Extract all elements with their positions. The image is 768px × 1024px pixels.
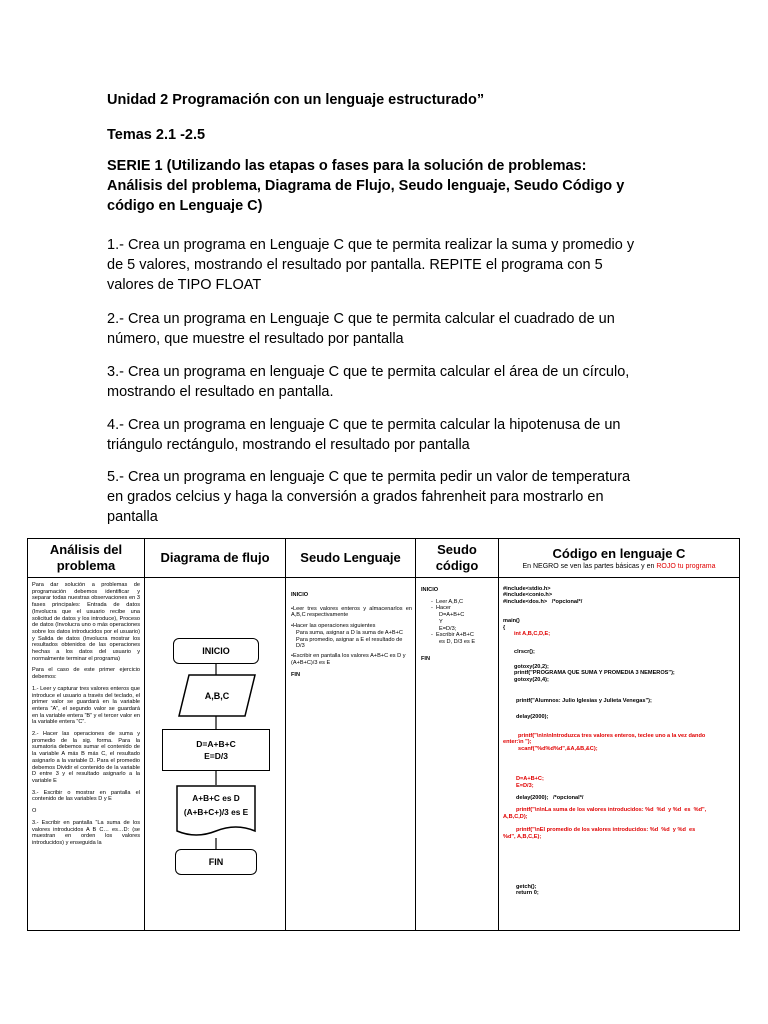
pseudocode-text: Leer A,B,C [435, 598, 464, 605]
pseudocode-line: E=D/3; [439, 625, 457, 632]
pseudo-end: FIN [291, 672, 301, 679]
code-line: getch(); [516, 883, 537, 890]
pseudo-substep: Para promedio, asignar a E el resultado de D/3 [296, 636, 403, 650]
code-line: { [503, 624, 506, 631]
header-pseudo-language: Seudo Lenguaje [286, 539, 416, 578]
subtitle-black: En NEGRO se ven las partes básicas y en [522, 562, 657, 570]
header-pseudo-code: Seudo código [416, 539, 499, 578]
pseudocode-line: - Leer A,B,C [431, 598, 464, 605]
code-line: gotoxy(20,2); [514, 663, 549, 670]
exercise-line: 4.- Crea un programa en lenguaje C que te permita calcular la hipotenusa de un [107, 417, 621, 433]
exercise-2 [107, 309, 667, 349]
exercise-line: 5.- Crea un programa en lenguaje C que te permita pedir un valor de temperatura [107, 469, 631, 485]
code-line: A,B,C,D); [503, 813, 528, 820]
exercise-line: triángulo rectángulo, mostrando el resultado por pantalla [107, 437, 470, 453]
pseudo-step: •Hacer las operaciones siguientes [291, 623, 376, 630]
analysis-paragraph: Para el caso de este primer ejercicio debemos: [32, 667, 140, 681]
code-line: main() [503, 618, 520, 625]
exercise-line: de 5 valores, mostrando el resultado por pantalla. REPITE el programa con 5 [107, 257, 603, 273]
code-line: scanf("%d%d%d",&A,&B,&C); [518, 745, 598, 752]
analysis-paragraph: O [32, 808, 37, 815]
analysis-paragraph: 3.- Escribir en pantalla “La suma de los valores introducidos A B C… es…D: (se muestran en orden los valores introducidos) y enseguida la [32, 819, 140, 846]
pseudocode-text: Escribir A+B+C [435, 632, 474, 639]
exercise-4 [107, 415, 667, 455]
pseudo-code-cell [416, 578, 499, 931]
pseudo-step-text: Hacer las operaciones siguientes [292, 623, 376, 630]
analysis-cell [28, 578, 145, 931]
exercise-line: 2.- Crea un programa en Lenguaje C que te permita calcular el cuadrado de un [107, 311, 615, 327]
header-c-code-subtitle [499, 562, 739, 571]
pseudo-start: INICIO [291, 592, 309, 598]
code-line: #include<stdio.h> [503, 586, 551, 592]
pseudocode-start: INICIO [421, 587, 439, 593]
flowchart-cell [145, 578, 286, 931]
process-line: D=A+B+C [196, 739, 236, 749]
serie-line: SERIE 1 (Utilizando las etapas o fases para la solución de problemas: [107, 158, 587, 174]
pseudocode-line: Y [439, 618, 443, 625]
code-line: #include<dos.h> /*opcional*/ [503, 598, 583, 605]
pseudo-substep: Para suma, asignar a D la suma de A+B+C [296, 629, 403, 636]
exercise-line: pantalla [107, 509, 158, 525]
pseudocode-line: - Escribir A+B+C [431, 632, 474, 639]
exercise-line: 3.- Crea un programa en lenguaje C que te permita calcular el área de un círculo, [107, 364, 630, 380]
code-line: return 0; [516, 890, 539, 897]
code-line: printf("Alumnos: Julio Iglesias y Julieta Venegas"); [516, 698, 652, 705]
code-line: printf("\n\nLa suma de los valores introducidos: %d %d y %d es %d", [516, 807, 707, 814]
pseudocode-line: es D, D/3 es E [439, 638, 476, 645]
code-line: delay(2000); [516, 714, 549, 721]
code-line: printf("PROGRAMA QUE SUMA Y PROMEDIA 3 NEMEROS"); [514, 670, 675, 677]
flowchart-output-text [176, 791, 256, 819]
flowchart-end: FIN [175, 849, 257, 875]
code-line: printf("\nEl promedio de los valores introducidos: %d %d y %d es [516, 827, 696, 834]
c-code-cell [499, 578, 740, 931]
pseudocode-line: D=A+B+C [439, 612, 465, 619]
solution-table [27, 538, 740, 931]
document-title: Unidad 2 Programación con un lenguaje estructurado” [107, 92, 485, 108]
exercise-line: en grados celcius y haga la conversión a grados fahrenheit para mostrarlo en [107, 489, 604, 505]
analysis-paragraph: 3.- Escribir o mostrar en pantalla el contenido de las variables D y E [32, 789, 140, 803]
header-c-code-title: Código en lenguaje C [552, 545, 686, 561]
process-line: E=D/3 [204, 751, 228, 761]
serie-line: código en Lenguaje C) [107, 198, 263, 214]
header-c-code [499, 539, 740, 578]
flowchart-output [176, 785, 256, 839]
exercise-line: número, que muestre el resultado por pantalla [107, 331, 404, 347]
code-line: E=D/3; [516, 782, 534, 789]
pseudo-step-text: Escribir en pantalla los valores A+B+C es D y (A+B+C)/3 es E [291, 652, 406, 666]
output-line: A+B+C es D [192, 793, 240, 803]
pseudocode-text: Hacer [435, 605, 451, 612]
flowchart [145, 578, 286, 930]
exercise-line: mostrando el resultado en pantalla. [107, 384, 334, 400]
code-line: %d", A,B,C,E); [503, 833, 542, 840]
topics-heading: Temas 2.1 -2.5 [107, 127, 206, 143]
pseudo-step-text: Leer tres valores enteros y almacenarlos en A,B,C respectivamente [291, 605, 412, 619]
flowchart-start: INICIO [173, 638, 259, 664]
analysis-paragraph: 1.- Leer y capturar tres valores enteros que introduce el usuario a través del teclado, el primer valor se guardará en la variable entera “A”, el segundo valor se guardará en la variable entera “B” y el tercer valor en la variable entera “C”. [32, 685, 140, 726]
exercise-3 [107, 362, 667, 402]
serie-heading [107, 156, 667, 216]
subtitle-red: ROJO tu programa [656, 562, 716, 570]
code-line: printf("\n\n\nIntroduzca tres valores enteros, teclee uno a la vez dando [518, 732, 706, 739]
code-line: #include<conio.h> [503, 592, 553, 599]
flowchart-process [162, 729, 270, 771]
exercise-5 [107, 467, 667, 527]
pseudo-step: •Leer tres valores enteros y almacenarlos en A,B,C respectivamente [291, 605, 412, 619]
code-line: int A,B,C,D,E; [514, 631, 551, 638]
exercise-line: valores de TIPO FLOAT [107, 277, 262, 293]
code-line: delay(2000); /*opcional*/ [516, 794, 584, 801]
pseudo-step: •Escribir en pantalla los valores A+B+C es D y (A+B+C)/3 es E [291, 652, 406, 666]
pseudocode-line: - Hacer [431, 605, 451, 612]
analysis-paragraph: 2.- Hacer las operaciones de suma y promedio de la sig. forma. Para la sumatoria debemos sumar el contenido de la variable A más B más C, el resultado asignarlo a la variable D. Para el promedio debemos Dividir el contenido de la variable D entre 3 y el resultado asignarlo a la variable E [32, 731, 140, 784]
exercise-1 [107, 235, 667, 295]
output-line: (A+B+C+)/3 es E [183, 807, 249, 817]
flowchart-input-label: A,B,C [204, 690, 230, 701]
header-flowchart: Diagrama de flujo [145, 539, 286, 578]
pseudocode-end: FIN [421, 655, 431, 662]
header-analysis: Análisis del problema [28, 539, 145, 578]
code-line: clrscr(); [514, 649, 535, 656]
code-line: enter:\n "); [503, 739, 532, 746]
pseudo-language-cell [286, 578, 416, 931]
analysis-paragraph: Para dar solución a problemas de programación debemos identificar y separar todas nuestras observaciones en 3 fases principales: Entrada de datos (Involucra que el usuario recibe una solicitud de datos y los introduce), Proceso de datos (Involucra uno o más operaciones sobre los datos introducidos por el usuario) y Salida de datos (Involucra mostrar los resultados obtenidos de las operaciones hechas a los datos del usuario y normalmente terminar el programa) [32, 582, 140, 662]
code-line: D=A+B+C; [516, 776, 544, 783]
serie-line: Análisis del problema, Diagrama de Flujo, Seudo lenguaje, Seudo Código y [107, 178, 625, 194]
code-line: gotoxy(20,4); [514, 676, 549, 683]
exercise-line: 1.- Crea un programa en Lenguaje C que te permita realizar la suma y promedio y [107, 237, 635, 253]
